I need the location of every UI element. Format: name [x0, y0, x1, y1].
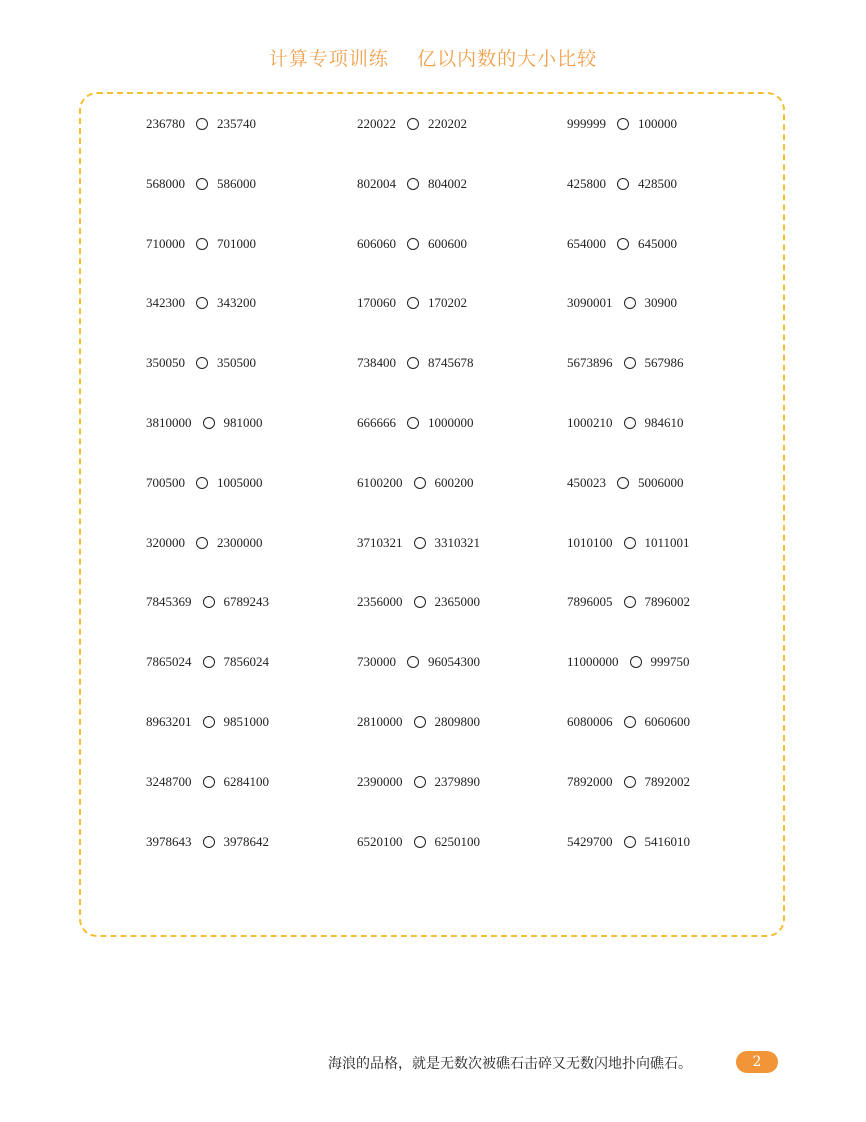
answer-circle-icon[interactable]: [196, 477, 208, 489]
comparison-item: [146, 234, 256, 254]
comparison-item: [146, 712, 269, 732]
answer-circle-icon[interactable]: [414, 836, 426, 848]
answer-circle-icon[interactable]: [203, 417, 215, 429]
comparison-item: [567, 592, 690, 612]
comparison-item: [357, 832, 480, 852]
left-number: 5429700: [567, 833, 613, 849]
comparison-item: [146, 652, 269, 672]
answer-circle-icon[interactable]: [414, 776, 426, 788]
right-number: 220202: [428, 116, 467, 131]
comparison-item: [567, 473, 684, 493]
comparison-item: [146, 473, 263, 493]
right-number: 30900: [644, 295, 677, 311]
right-number: 3978642: [223, 833, 269, 849]
left-number: 220022: [357, 116, 396, 131]
left-number: 5673896: [567, 355, 613, 371]
answer-circle-icon[interactable]: [203, 656, 215, 668]
right-number: 804002: [428, 175, 467, 191]
right-number: 999750: [650, 654, 690, 670]
right-number: 600600: [428, 235, 467, 251]
right-number: 2300000: [217, 534, 263, 550]
comparison-item: [357, 114, 467, 134]
answer-circle-icon[interactable]: [196, 297, 208, 309]
right-number: 7892002: [644, 773, 690, 789]
answer-circle-icon[interactable]: [196, 118, 208, 130]
answer-circle-icon[interactable]: [407, 297, 419, 309]
right-number: 343200: [217, 295, 256, 311]
answer-circle-icon[interactable]: [203, 716, 215, 728]
footer-quote: 海浪的品格，就是无数次被礁石击碎又无数闪地扑向礁石。: [328, 1056, 692, 1072]
left-number: 2390000: [357, 773, 403, 789]
answer-circle-icon[interactable]: [617, 477, 629, 489]
comparison-item: [146, 174, 256, 194]
left-number: 11000000: [567, 654, 619, 670]
left-number: 425800: [567, 175, 606, 191]
comparison-item: [357, 473, 474, 493]
answer-circle-icon[interactable]: [196, 537, 208, 549]
exercise-row: [146, 293, 786, 313]
left-number: 7845369: [146, 594, 192, 610]
answer-circle-icon[interactable]: [414, 596, 426, 608]
comparison-item: [146, 413, 263, 433]
left-number: 666666: [357, 415, 396, 430]
comparison-item: [567, 533, 690, 553]
answer-circle-icon[interactable]: [407, 118, 419, 130]
left-number: 7865024: [146, 654, 192, 670]
comparison-item: [357, 174, 467, 194]
answer-circle-icon[interactable]: [624, 297, 636, 309]
right-number: 3310321: [434, 534, 480, 550]
left-number: 320000: [146, 534, 185, 550]
right-number: 6284100: [223, 773, 269, 789]
left-number: 2810000: [357, 714, 403, 729]
right-number: 981000: [223, 415, 263, 430]
left-number: 6100200: [357, 474, 403, 490]
left-number: 3090001: [567, 295, 613, 311]
left-number: 3248700: [146, 773, 192, 789]
right-number: 2809800: [434, 714, 480, 729]
left-number: 1010100: [567, 534, 613, 550]
exercise-row: [146, 114, 786, 134]
comparison-item: [567, 652, 690, 672]
answer-circle-icon[interactable]: [203, 776, 215, 788]
left-number: 3978643: [146, 833, 192, 849]
right-number: 9851000: [223, 714, 269, 729]
left-number: 450023: [567, 474, 606, 490]
comparison-item: [146, 293, 256, 313]
right-number: 567986: [644, 355, 684, 371]
comparison-item: [357, 592, 480, 612]
left-number: 710000: [146, 235, 185, 251]
exercise-row: [146, 533, 786, 553]
answer-circle-icon[interactable]: [414, 537, 426, 549]
right-number: 100000: [638, 116, 677, 131]
right-number: 96054300: [428, 654, 480, 670]
answer-circle-icon[interactable]: [407, 417, 419, 429]
comparison-item: [146, 353, 256, 373]
comparison-item: [146, 592, 269, 612]
exercise-row: [146, 234, 786, 254]
answer-circle-icon[interactable]: [617, 178, 629, 190]
comparison-item: [357, 413, 474, 433]
right-number: 428500: [638, 175, 677, 191]
answer-circle-icon[interactable]: [407, 178, 419, 190]
left-number: 568000: [146, 175, 185, 191]
exercise-row: [146, 473, 786, 493]
left-number: 7896005: [567, 594, 613, 610]
answer-circle-icon[interactable]: [414, 477, 426, 489]
answer-circle-icon[interactable]: [407, 238, 419, 250]
right-number: 6060600: [644, 714, 690, 729]
comparison-item: [146, 533, 263, 553]
right-number: 645000: [638, 235, 677, 251]
answer-circle-icon[interactable]: [407, 656, 419, 668]
answer-circle-icon[interactable]: [203, 836, 215, 848]
left-number: 8963201: [146, 714, 192, 729]
answer-circle-icon[interactable]: [624, 357, 636, 369]
left-number: 654000: [567, 235, 606, 251]
page-title: 计算专项训练 亿以内数的大小比较: [268, 48, 598, 70]
exercise-row: [146, 174, 786, 194]
left-number: 6080006: [567, 714, 613, 729]
left-number: 3810000: [146, 415, 192, 430]
comparison-item: [567, 114, 677, 134]
left-number: 236780: [146, 116, 185, 131]
left-number: 1000210: [567, 415, 613, 430]
exercise-box: [79, 92, 785, 937]
answer-circle-icon[interactable]: [630, 656, 642, 668]
comparison-item: [357, 772, 480, 792]
comparison-item: [357, 533, 480, 553]
exercise-row: [146, 832, 786, 852]
right-number: 7896002: [644, 594, 690, 610]
answer-circle-icon[interactable]: [407, 357, 419, 369]
comparison-item: [146, 832, 269, 852]
right-number: 2365000: [434, 594, 480, 610]
left-number: 802004: [357, 175, 396, 191]
answer-circle-icon[interactable]: [196, 238, 208, 250]
right-number: 1005000: [217, 474, 263, 490]
comparison-item: [357, 652, 480, 672]
right-number: 350500: [217, 355, 256, 371]
right-number: 1000000: [428, 415, 474, 430]
comparison-item: [567, 772, 690, 792]
comparison-item: [357, 712, 480, 732]
right-number: 586000: [217, 175, 256, 191]
answer-circle-icon[interactable]: [617, 118, 629, 130]
comparison-item: [567, 832, 690, 852]
comparison-item: [146, 772, 269, 792]
answer-circle-icon[interactable]: [624, 836, 636, 848]
left-number: 738400: [357, 355, 396, 371]
right-number: 5416010: [644, 833, 690, 849]
answer-circle-icon[interactable]: [624, 537, 636, 549]
right-number: 6789243: [223, 594, 269, 610]
right-number: 600200: [434, 474, 474, 490]
left-number: 700500: [146, 474, 185, 490]
answer-circle-icon[interactable]: [617, 238, 629, 250]
right-number: 170202: [428, 295, 467, 311]
left-number: 350050: [146, 355, 185, 371]
comparison-item: [357, 234, 467, 254]
comparison-item: [567, 353, 684, 373]
comparison-item: [567, 413, 684, 433]
exercise-row: [146, 652, 786, 672]
answer-circle-icon[interactable]: [624, 596, 636, 608]
right-number: 7856024: [223, 654, 269, 670]
exercise-row: [146, 592, 786, 612]
right-number: 5006000: [638, 474, 684, 490]
exercise-row: [146, 712, 786, 732]
answer-circle-icon[interactable]: [624, 776, 636, 788]
comparison-item: [567, 293, 677, 313]
comparison-item: [567, 712, 690, 732]
answer-circle-icon[interactable]: [196, 357, 208, 369]
left-number: 6520100: [357, 833, 403, 849]
right-number: 1011001: [644, 534, 690, 550]
exercise-row: [146, 353, 786, 373]
comparison-item: [357, 293, 467, 313]
answer-circle-icon[interactable]: [624, 716, 636, 728]
answer-circle-icon[interactable]: [624, 417, 636, 429]
comparison-item: [146, 114, 256, 134]
left-number: 342300: [146, 295, 185, 311]
comparison-item: [567, 174, 677, 194]
right-number: 8745678: [428, 355, 474, 371]
page-number-badge: 2: [736, 1051, 778, 1073]
answer-circle-icon[interactable]: [414, 716, 426, 728]
exercise-row: [146, 413, 786, 433]
left-number: 606060: [357, 235, 396, 251]
right-number: 235740: [217, 116, 256, 131]
left-number: 170060: [357, 295, 396, 311]
exercise-row: [146, 772, 786, 792]
left-number: 3710321: [357, 534, 403, 550]
left-number: 730000: [357, 654, 396, 670]
answer-circle-icon[interactable]: [203, 596, 215, 608]
left-number: 7892000: [567, 773, 613, 789]
left-number: 999999: [567, 116, 606, 131]
right-number: 2379890: [434, 773, 480, 789]
comparison-item: [567, 234, 677, 254]
right-number: 984610: [644, 415, 684, 430]
right-number: 701000: [217, 235, 256, 251]
left-number: 2356000: [357, 594, 403, 610]
right-number: 6250100: [434, 833, 480, 849]
comparison-item: [357, 353, 474, 373]
answer-circle-icon[interactable]: [196, 178, 208, 190]
